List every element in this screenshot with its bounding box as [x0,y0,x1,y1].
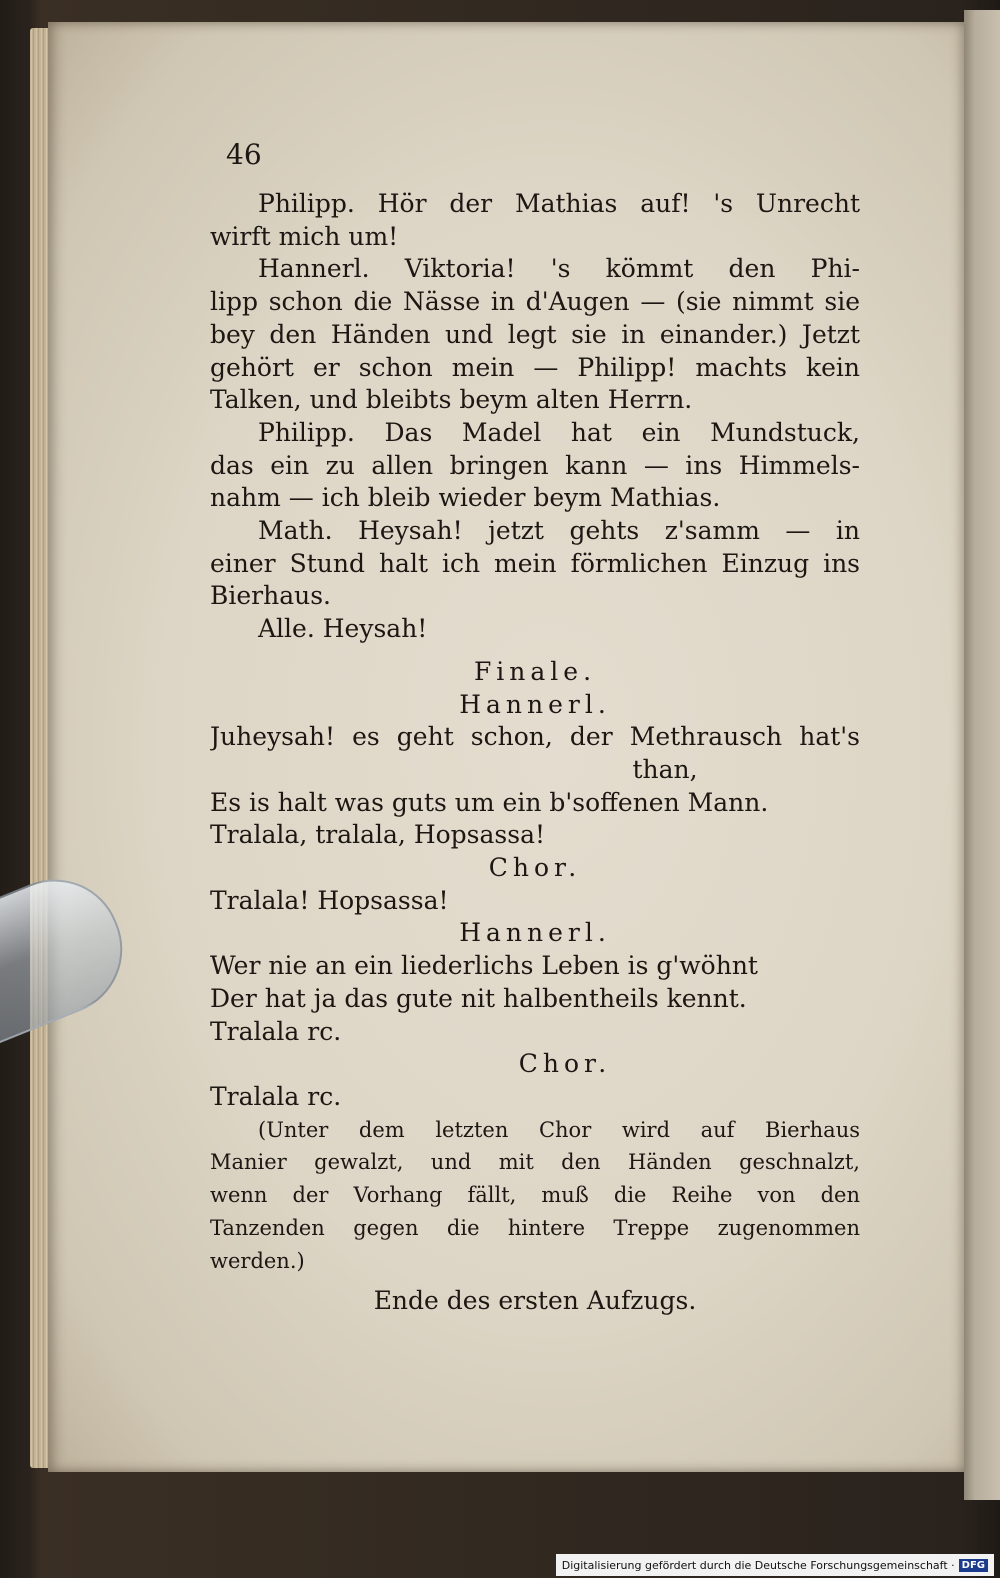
text-line: Alle. Heysah! [258,614,428,644]
facing-page-edge [964,10,1000,1500]
text-line: gehört er schon mein — Philipp! machts kein [210,352,860,382]
credit-text: Digitalisierung gefördert durch die Deutsche Forschungsgemeinschaft · [561,1558,955,1572]
text-line: Talken, und bleibts beym alten Herrn. [210,385,693,415]
verse-line: Es is halt was guts um ein b'soffenen Mann. [210,787,769,817]
dfg-logo: DFG [959,1559,988,1572]
text-line: das ein zu allen bringen kann — ins Himmels- [210,450,860,480]
verse-line: Tralala rc. [210,1016,342,1046]
text-line: wirft mich um! [210,221,399,251]
text-line: Math. Heysah! jetzt gehts z'samm — in [258,516,860,546]
text-line: bey den Händen und legt sie in einander.) Jetzt [210,319,860,349]
page-text [210,140,860,1318]
text-line: Bierhaus. [210,581,331,611]
page-number: 46 [226,138,262,171]
act-end-line: Ende des ersten Aufzugs. [373,1286,697,1316]
speaker-heading: Chor. [488,853,582,883]
text-line: Philipp. Hör der Mathias auf! 's Unrecht [258,189,860,218]
verse-line: Juheysah! es geht schon, der Methrausch hat's [210,722,860,752]
verse-line: Wer nie an ein liederlichs Leben is g'wöhnt [210,951,758,981]
speaker-heading: Hannerl. [459,689,611,719]
text-line: Hannerl. Viktoria! 's kömmt den Phi- [258,254,860,284]
verse-line: Tralala, tralala, Hopsassa! [210,820,546,850]
speaker-heading: Chor. [518,1049,612,1079]
text-line: einer Stund halt ich mein förmlichen Einzug ins [210,548,860,578]
text-line: nahm — ich bleib wieder beym Mathias. [210,483,721,513]
speaker-heading: Hannerl. [459,918,611,948]
stage-direction-line: Manier gewalzt, und mit den Händen geschnalzt, [210,1150,860,1175]
verse-line: Tralala rc. [210,1081,342,1111]
stage-direction-line: Tanzenden gegen die hintere Treppe zugenommen [210,1215,860,1240]
section-heading: Finale. [473,656,597,686]
digitization-credit [556,1554,994,1576]
text-line: Philipp. Das Madel hat ein Mundstuck, [258,417,860,447]
stage-direction-line: wenn der Vorhang fällt, muß die Reihe von den [210,1183,860,1208]
stage-direction-line: werden.) [210,1248,305,1273]
verse-line: than, [632,754,698,784]
verse-line: Der hat ja das gute nit halbentheils kennt. [210,983,747,1013]
verse-line: Tralala! Hopsassa! [210,885,449,915]
text-line: lipp schon die Nässe in d'Augen — (sie nimmt sie [210,287,860,317]
stage-direction-line: (Unter dem letzten Chor wird auf Bierhaus [258,1117,860,1142]
